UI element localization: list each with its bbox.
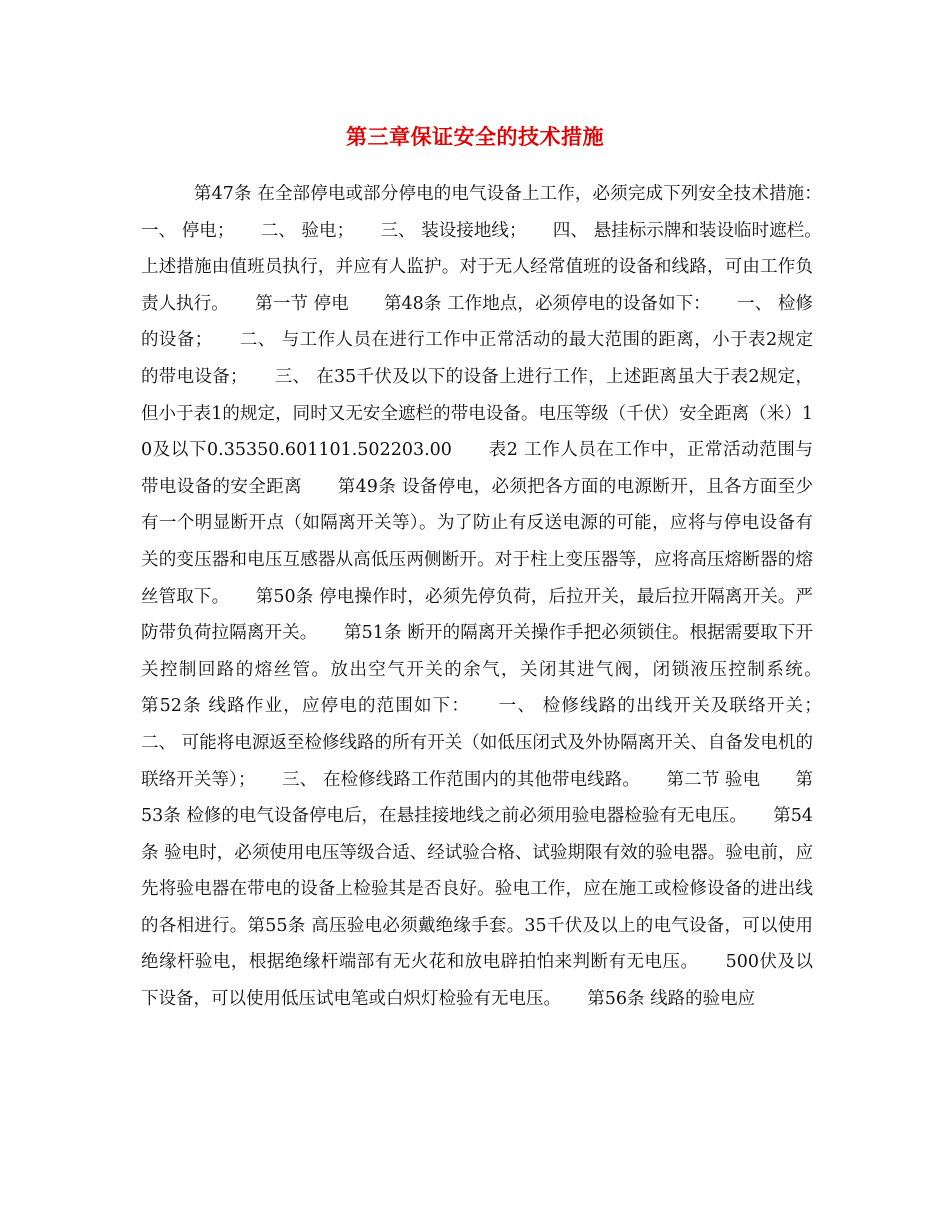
- body-paragraph: 第47条 在全部停电或部分停电的电气设备上工作，必须完成下列安全技术措施： 一、 停电； 二、 验电； 三、 装设接地线； 四、 悬挂标示牌和装设临时遮栏。 上述措施由值班员执行，并应有人监护。对于无人经常值班的设备和线路，可由工作负责人执行。 第一节 停电 第48条 工作地点，必须停电的设备如下： 一、 检修的设备； 二、 与工作人员在进行工作中正常活动的最大范围的距离，小于表2规定的带电设备； 三、 在35千伏及以下的设备上进行工作，上述距离虽大于表2规定，但小于表1的规定，同时又无安全遮栏的带电设备。电压等级（千伏）安全距离（米）10及以下0.35350.601101.502203.00 表2 工作人员在工作中，正常活动范围与带电设备的安全距离 第49条 设备停电，必须把各方面的电源断开，且各方面至少有一个明显断开点（如隔离开关等）。为了防止有反送电源的可能，应将与停电设备有关的变压器和电压互感器从高低压两侧断开。对于柱上变压器等，应将高压熔断器的熔丝管取下。 第50条 停电操作时，必须先停负荷，后拉开关，最后拉开隔离开关。严防带负荷拉隔离开关。 第51条 断开的隔离开关操作手把必须锁住。根据需要取下开关控制回路的熔丝管。放出空气开关的余气，关闭其进气阀，闭锁液压控制系统。 第52条 线路作业，应停电的范围如下： 一、 检修线路的出线开关及联络开关； 二、 可能将电源返至检修线路的所有开关（如低压闭式及外协隔离开关、自备发电机的联络开关等）； 三、 在检修线路工作范围内的其他带电线路。 第二节 验电 第53条 检修的电气设备停电后，在悬挂接地线之前必须用验电器检验有无电压。 第54条 验电时，必须使用电压等级合适、经试验合格、试验期限有效的验电器。验电前，应先将验电器在带电的设备上检验其是否良好。验电工作，应在施工或检修设备的进出线的各相进行。第55条 高压验电必须戴绝缘手套。35千伏及以上的电气设备，可以使用绝缘杆验电，根据绝缘杆端部有无火花和放电辟拍怕来判断有无电压。 500伏及以下设备，可以使用低压试电笔或白炽灯检验有无电压。 第56条 线路的验电应: [141, 184, 848, 1010]
- chapter-title: 第三章保证安全的技术措施: [346, 125, 604, 149]
